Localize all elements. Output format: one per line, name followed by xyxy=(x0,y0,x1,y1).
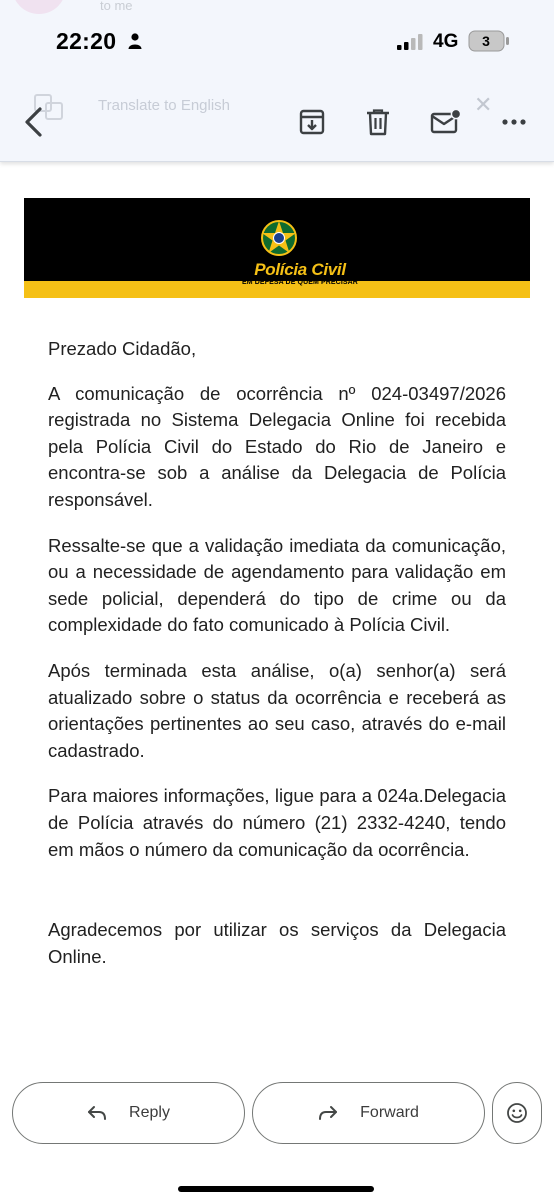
trash-icon xyxy=(365,108,391,136)
close-icon: ✕ xyxy=(474,92,493,117)
email-paragraph: Após terminada esta análise, o(a) senhor(a) será atualizado sobre o status da ocorrência e receberá as orientações pertinentes ao seu caso, através do e-mail cadastrado. xyxy=(48,659,506,761)
bottom-action-bar xyxy=(0,1066,554,1200)
translate-banner-faded: Translate to English xyxy=(98,97,231,114)
email-paragraph: A comunicação de ocorrência nº 024-03497/2026 registrada no Sistema Delegacia Online foi recebida pela Polícia Civil do Estado do Rio de Janeiro e encontra-se sob a análise da Delegacia de Polícia responsável. xyxy=(48,382,506,510)
mark-unread-button[interactable] xyxy=(424,100,468,144)
top-app-bar xyxy=(0,0,554,162)
more-options-button[interactable] xyxy=(492,100,536,144)
emoji-icon xyxy=(506,1102,528,1124)
policia-civil-banner xyxy=(24,198,530,298)
email-greeting: Prezado Cidadão, xyxy=(48,338,197,359)
sender-avatar-faded xyxy=(12,0,66,14)
mail-unread-icon xyxy=(430,109,462,135)
forward-label: Forward xyxy=(360,1104,419,1121)
email-body xyxy=(48,336,506,970)
archive-button[interactable] xyxy=(290,100,334,144)
cellular-signal-icon xyxy=(396,34,424,50)
email-closing: Agradecemos por utilizar os serviços da Delegacia Online. xyxy=(48,919,506,967)
reply-label: Reply xyxy=(129,1104,170,1121)
forward-arrow-icon xyxy=(318,1105,338,1121)
battery-level: 3 xyxy=(482,33,490,49)
reply-button[interactable] xyxy=(12,1082,245,1144)
back-button[interactable] xyxy=(12,100,56,144)
arrow-back-icon xyxy=(23,106,45,138)
reply-arrow-icon xyxy=(87,1105,107,1121)
email-paragraph: Ressalte-se que a validação imediata da comunicação, ou a necessidade de agendamento para validação em sede policial, dependerá do tipo de crime ou da complexidade do fato comunicado à Polícia Civil. xyxy=(48,534,506,636)
network-type: 4G xyxy=(433,31,459,52)
forward-button[interactable] xyxy=(252,1082,485,1144)
emoji-reaction-button[interactable] xyxy=(492,1082,542,1144)
delete-button[interactable] xyxy=(356,100,400,144)
brand-name: Polícia Civil xyxy=(254,260,346,279)
brand-tagline: EM DEFESA DE QUEM PRECISAR xyxy=(242,279,358,286)
police-star-badge-icon xyxy=(260,218,298,258)
archive-icon xyxy=(298,108,326,136)
recipient-line-faded: to me xyxy=(100,0,133,13)
home-indicator xyxy=(178,1186,374,1192)
email-paragraph: Para maiores informações, ligue para a 024a.Delegacia de Polícia através do número (21) 2332-4240, tendo em mãos o número da comunicação da ocorrência. xyxy=(48,785,506,860)
person-icon xyxy=(128,33,142,49)
more-horizontal-icon xyxy=(501,118,527,126)
status-time: 22:20 xyxy=(56,28,117,54)
